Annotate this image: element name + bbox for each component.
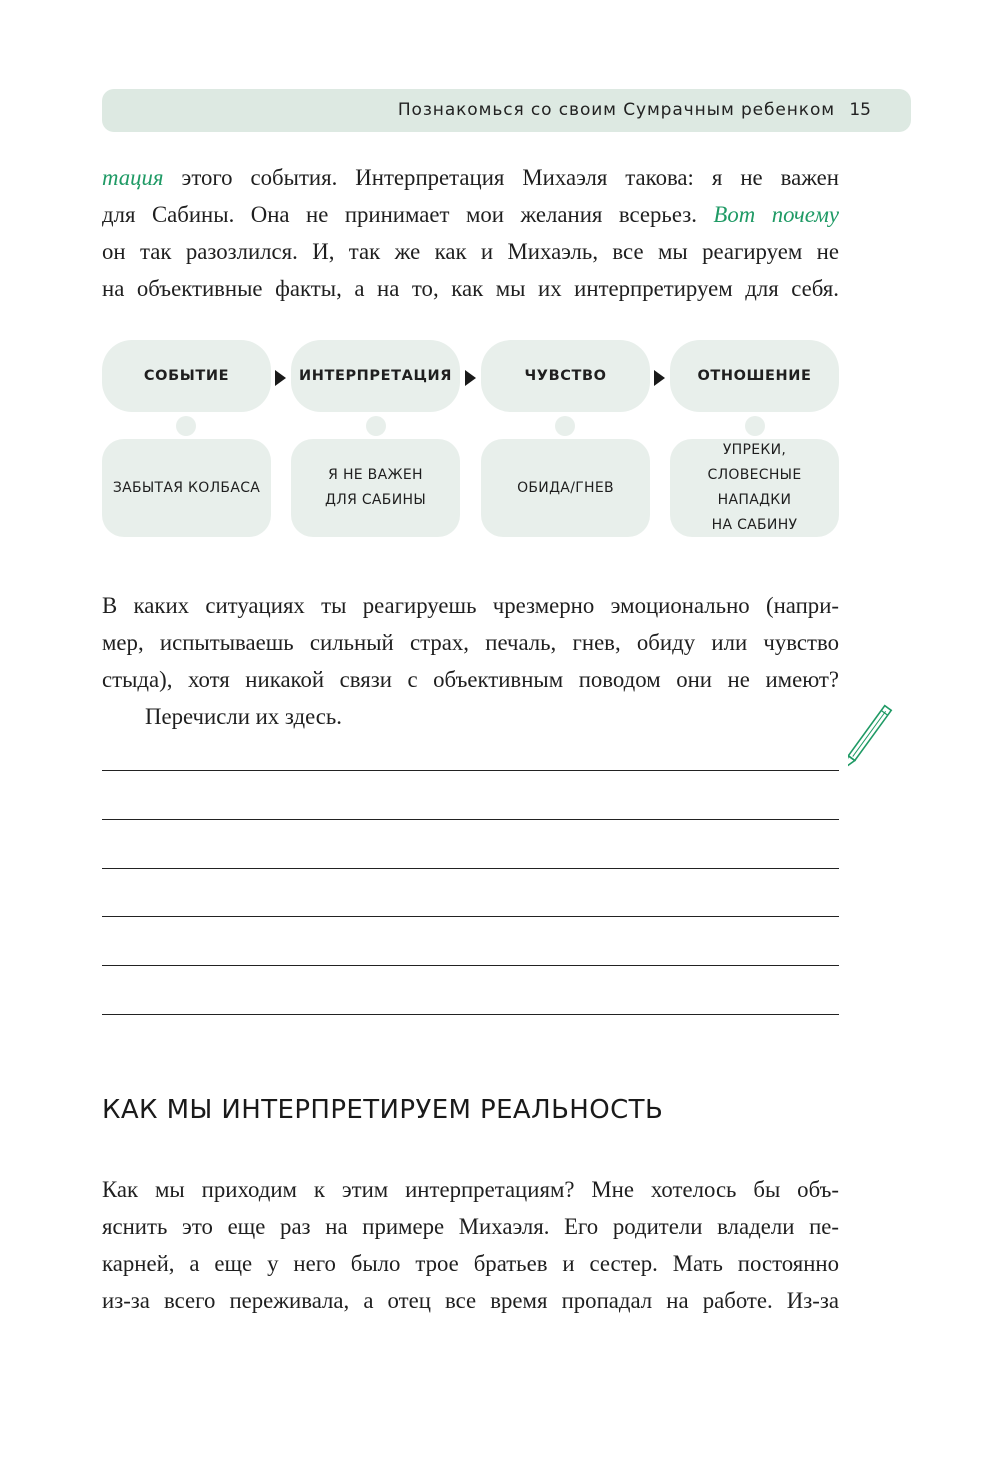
arrow-right-icon: [465, 370, 476, 386]
intro-paragraph: [102, 159, 839, 307]
connector-bubble: [366, 416, 386, 436]
connector-bubble: [555, 416, 575, 436]
chapter-title: Познакомься со своим Сумрачным ребенком: [397, 100, 835, 120]
pencil-icon: [848, 700, 918, 780]
body-paragraph: [102, 1171, 839, 1319]
answer-line-1[interactable]: [102, 770, 839, 771]
detail-box-attitude: [670, 439, 839, 537]
connector-bubble: [745, 416, 765, 436]
answer-line-2[interactable]: [102, 819, 839, 820]
detail-line: ДЛЯ САБИНЫ: [325, 492, 426, 508]
stage-box-feeling: ЧУВСТВО: [481, 340, 650, 412]
detail-box-feeling: [481, 439, 650, 537]
detail-line: Я НЕ ВАЖЕН: [328, 467, 423, 483]
arrow-right-icon: [654, 370, 665, 386]
detail-line: СЛОВЕСНЫЕ НАПАДКИ: [707, 467, 802, 508]
stage-box-interpretation: ИНТЕРПРЕТАЦИЯ: [291, 340, 460, 412]
answer-line-3[interactable]: [102, 868, 839, 869]
running-header: [102, 89, 911, 132]
text-span: для Сабины. Она не принимает мои желания всерьез.: [102, 202, 714, 227]
detail-box-event: [102, 439, 271, 537]
detail-box-interpretation: [291, 439, 460, 537]
text-line: он так разозлился. И, так же как и Михаэль, все мы реагируем не: [102, 239, 839, 264]
detail-line: УПРЕКИ,: [722, 442, 787, 458]
text-line: Как мы приходим к этим интерпретациям? Мне хотелось бы объ-: [102, 1177, 839, 1202]
emphasis-text: тация: [102, 165, 164, 190]
text-line: на объективные факты, а на то, как мы их интерпретируем для себя.: [102, 276, 839, 301]
stage-box-attitude: ОТНОШЕНИЕ: [670, 340, 839, 412]
answer-line-5[interactable]: [102, 965, 839, 966]
answer-line-6[interactable]: [102, 1014, 839, 1015]
arrow-right-icon: [275, 370, 286, 386]
text-line: Перечисли их здесь.: [145, 704, 342, 729]
section-heading: КАК МЫ ИНТЕРПРЕТИРУЕМ РЕАЛЬНОСТЬ: [102, 1095, 664, 1125]
text-span: этого события. Интерпретация Михаэля такова: я не важен: [163, 165, 839, 190]
answer-line-4[interactable]: [102, 916, 839, 917]
detail-line: НА САБИНУ: [711, 517, 798, 533]
text-line: яснить это еще раз на примере Михаэля. Его родители владели пе-: [102, 1214, 839, 1239]
text-line: из-за всего переживала, а отец все время пропадал на работе. Из-за: [102, 1288, 839, 1313]
text-line: карней, а еще у него было трое братьев и сестер. Мать постоянно: [102, 1251, 839, 1276]
text-line: [102, 159, 839, 196]
page-number: 15: [849, 100, 871, 120]
connector-bubble: [176, 416, 196, 436]
question-paragraph: [102, 587, 839, 735]
detail-line: ЗАБЫТАЯ КОЛБАСА: [112, 479, 261, 496]
text-line: В каких ситуациях ты реагируешь чрезмерно эмоционально (напри-: [102, 593, 839, 618]
text-line: мер, испытываешь сильный страх, печаль, гнев, обиду или чувство: [102, 630, 839, 655]
emphasis-text: Вот почему: [713, 202, 839, 227]
text-line: стыда), хотя никакой связи с объективным поводом они не имеют?: [102, 667, 839, 692]
detail-line: ОБИДА/ГНЕВ: [517, 479, 614, 496]
stage-box-event: СОБЫТИЕ: [102, 340, 271, 412]
text-line: [102, 196, 839, 233]
